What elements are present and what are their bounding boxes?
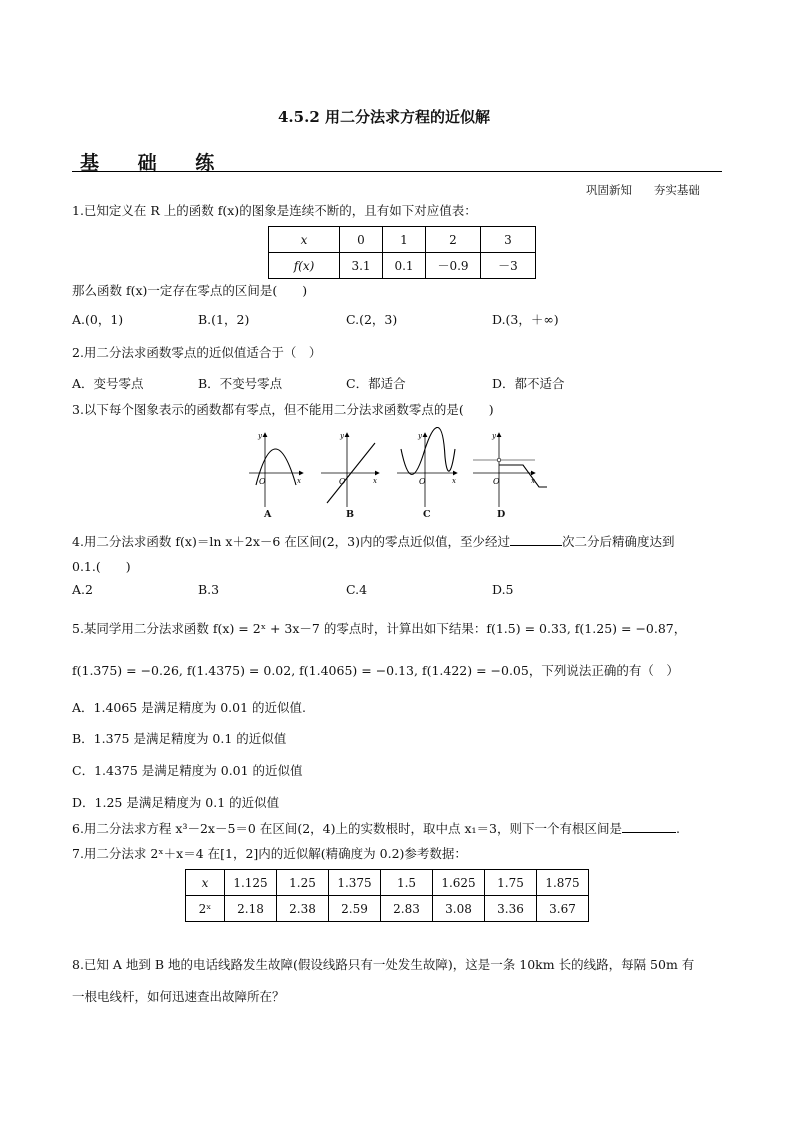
graph-label-a: A bbox=[264, 509, 272, 520]
table-row bbox=[186, 870, 589, 896]
table-cell: －0.9 bbox=[426, 253, 481, 279]
q5-option-b: B．1.375 是满足精度为 0.1 的近似值 bbox=[72, 731, 287, 746]
q3-stem: 3.以下每个图象表示的函数都有零点，但不能用二分法求函数零点的是( ) bbox=[72, 402, 494, 417]
y-axis-label: y bbox=[418, 432, 422, 440]
table-row bbox=[269, 227, 536, 253]
q5-option-a: A．1.4065 是满足精度为 0.01 的近似值. bbox=[72, 700, 306, 715]
y-axis-label: y bbox=[258, 432, 262, 440]
q1-value-table bbox=[268, 226, 536, 279]
table-cell: x bbox=[186, 870, 225, 896]
table-cell: 2.83 bbox=[381, 896, 433, 922]
q7-reference-table bbox=[185, 869, 589, 922]
q2-option-d: D．都不适合 bbox=[492, 376, 565, 391]
x-axis-label: x bbox=[297, 477, 301, 485]
q1-option-a: A.(0，1) bbox=[72, 312, 124, 327]
table-cell: 1.125 bbox=[225, 870, 277, 896]
q4-option-b: B.3 bbox=[198, 582, 220, 597]
table-cell: 2.18 bbox=[225, 896, 277, 922]
graph-b bbox=[321, 432, 379, 507]
q2-option-c: C．都适合 bbox=[346, 376, 406, 391]
q1-option-d: D.(3，＋∞) bbox=[492, 312, 559, 327]
q5-option-d: D．1.25 是满足精度为 0.1 的近似值 bbox=[72, 795, 280, 810]
table-cell: 3.1 bbox=[340, 253, 383, 279]
page-title: 4.5.2 用二分法求方程的近似解 bbox=[278, 108, 490, 126]
q1-option-b: B.(1，2) bbox=[198, 312, 250, 327]
x-axis-label: x bbox=[452, 477, 456, 485]
y-axis-label: y bbox=[492, 432, 496, 440]
q2-option-b: B．不变号零点 bbox=[198, 376, 283, 391]
q4-stem-part1: 4.用二分法求函数 f(x)＝ln x＋2x－6 在区间(2，3)内的零点近似值，至少经过 bbox=[72, 534, 510, 549]
table-cell: 3.67 bbox=[537, 896, 589, 922]
table-cell: 2ˣ bbox=[186, 896, 225, 922]
q6-stem-end: . bbox=[676, 821, 680, 836]
table-cell: 1.375 bbox=[329, 870, 381, 896]
q4-stem-line2: 0.1.( ) bbox=[72, 559, 131, 574]
origin-label: O bbox=[259, 477, 266, 486]
q2-stem: 2.用二分法求函数零点的近似值适合于（ ） bbox=[72, 345, 322, 360]
table-row bbox=[186, 896, 589, 922]
table-cell: 1.75 bbox=[485, 870, 537, 896]
q4-option-d: D.5 bbox=[492, 582, 514, 597]
y-axis-label: y bbox=[340, 432, 344, 440]
x-axis-label: x bbox=[373, 477, 377, 485]
q1-stem: 1.已知定义在 R 上的函数 f(x)的图象是连续不断的，且有如下对应值表： bbox=[72, 203, 477, 218]
table-cell: 0.1 bbox=[383, 253, 426, 279]
q5-line1: 5.某同学用二分法求函数 f(x) = 2ˣ + 3x－7 的零点时，计算出如下结果：f(1.5) = 0.33, f(1.25) = −0.87， bbox=[72, 621, 687, 636]
q4-option-a: A.2 bbox=[72, 582, 93, 597]
x-axis-label: x bbox=[531, 477, 535, 485]
q6-stem bbox=[72, 820, 680, 837]
q7-stem: 7.用二分法求 2ˣ＋x＝4 在[1，2]内的近似解(精确度为 0.2)参考数据： bbox=[72, 846, 467, 861]
graph-d bbox=[473, 432, 547, 507]
table-cell: 0 bbox=[340, 227, 383, 253]
origin-label: O bbox=[493, 477, 500, 486]
q5-line2: f(1.375) = −0.26, f(1.4375) = 0.02, f(1.4065) = −0.13, f(1.422) = −0.05，下列说法正确的有（ ） bbox=[72, 663, 679, 678]
origin-label: O bbox=[419, 477, 426, 486]
section-heading: 基 础 练 bbox=[80, 152, 231, 174]
q1-option-c: C.(2，3) bbox=[346, 312, 398, 327]
graph-a bbox=[249, 432, 303, 507]
table-cell: 1 bbox=[383, 227, 426, 253]
graph-c bbox=[397, 427, 457, 507]
table-row bbox=[269, 253, 536, 279]
table-cell: f(x) bbox=[269, 253, 340, 279]
table-cell: 1.625 bbox=[433, 870, 485, 896]
table-cell: －3 bbox=[481, 253, 536, 279]
q8-line1: 8.已知 A 地到 B 地的电话线路发生故障(假设线路只有一处发生故障)，这是一条 10km 长的线路，每隔 50m 有 bbox=[72, 957, 695, 972]
table-cell: 3 bbox=[481, 227, 536, 253]
table-cell: 1.25 bbox=[277, 870, 329, 896]
graph-label-c: C bbox=[423, 509, 431, 520]
q4-stem bbox=[72, 533, 675, 550]
table-cell: 1.875 bbox=[537, 870, 589, 896]
origin-label: O bbox=[339, 477, 346, 486]
answer-blank[interactable] bbox=[622, 820, 676, 833]
table-cell: 2 bbox=[426, 227, 481, 253]
table-cell: 2.38 bbox=[277, 896, 329, 922]
table-cell: x bbox=[269, 227, 340, 253]
table-cell: 1.5 bbox=[381, 870, 433, 896]
q4-option-c: C.4 bbox=[346, 582, 368, 597]
q1-follow: 那么函数 f(x)一定存在零点的区间是( ) bbox=[72, 283, 308, 298]
table-cell: 3.08 bbox=[433, 896, 485, 922]
section-divider bbox=[72, 171, 722, 172]
q4-stem-part2: 次二分后精确度达到 bbox=[562, 534, 675, 549]
q6-stem-text: 6.用二分法求方程 x³－2x－5＝0 在区间(2，4)上的实数根时，取中点 x₁＝3，则下一个有根区间是 bbox=[72, 821, 622, 836]
table-cell: 3.36 bbox=[485, 896, 537, 922]
answer-blank[interactable] bbox=[510, 533, 562, 546]
graph-label-b: B bbox=[346, 509, 355, 520]
q2-option-a: A．变号零点 bbox=[72, 376, 144, 391]
q8-line2: 一根电线杆，如何迅速查出故障所在？ bbox=[72, 989, 285, 1004]
graph-label-d: D bbox=[497, 509, 506, 520]
table-cell: 2.59 bbox=[329, 896, 381, 922]
q5-option-c: C．1.4375 是满足精度为 0.01 的近似值 bbox=[72, 763, 303, 778]
section-subtitle: 巩固新知 夯实基础 bbox=[586, 183, 700, 197]
q3-graphs bbox=[245, 427, 555, 519]
